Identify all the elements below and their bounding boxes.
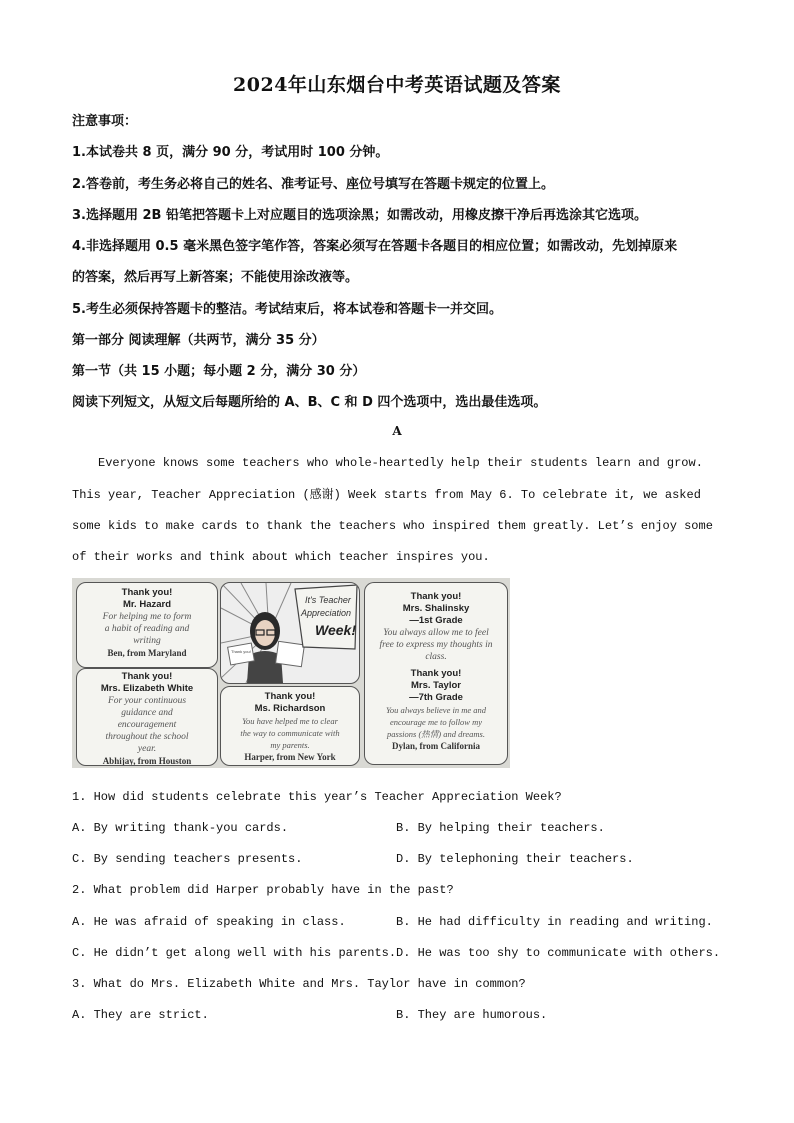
option-row xyxy=(72,946,721,960)
page-title: 2024年山东烟台中考英语试题及答案 xyxy=(233,74,561,96)
card-teacher-name: Ms. Richardson xyxy=(254,703,326,714)
sunburst-illustration xyxy=(221,583,359,683)
card-message: You always allow me to feel xyxy=(383,628,489,638)
card-message: encouragement xyxy=(117,720,177,730)
card-from: Harper, from New York xyxy=(244,752,336,762)
option-row xyxy=(72,1008,548,1022)
question-stem: 2. What problem did Harper probably have in the past? xyxy=(72,883,454,897)
card-teacher-name: Mrs. Shalinsky xyxy=(402,603,470,614)
card-thanks: Thank you! xyxy=(121,587,173,598)
option-row xyxy=(72,852,634,866)
card-thanks: Thank you! xyxy=(410,668,462,679)
card-message: writing xyxy=(133,636,161,646)
section-heading: 第一节（共 15 小题；每小题 2 分，满分 30 分） xyxy=(72,364,366,379)
banner-line: Week! xyxy=(315,622,356,638)
card-from: Abhijay, from Houston xyxy=(102,756,192,766)
option-a: A. He was afraid of speaking in class. xyxy=(72,915,346,929)
card-from: Dylan, from California xyxy=(391,741,481,751)
card-message: my parents. xyxy=(270,740,310,750)
option-d: D. He was too shy to communicate with others. xyxy=(396,946,721,960)
card-grade: —1st Grade xyxy=(409,615,463,626)
passage-line: Everyone knows some teachers who whole-heartedly help their students learn and grow. xyxy=(98,456,703,470)
held-card-left xyxy=(228,643,255,665)
thank-you-cards-image xyxy=(72,578,510,768)
notice-item: 5.考生必须保持答题卡的整洁。考试结束后，将本试卷和答题卡一并交回。 xyxy=(72,302,502,317)
part-heading: 第一部分 阅读理解（共两节，满分 35 分） xyxy=(72,333,325,348)
option-a: A. They are strict. xyxy=(72,1008,209,1022)
card-thanks: Thank you! xyxy=(410,591,462,602)
card-message: encourage me to follow my xyxy=(389,717,483,727)
card-message: guidance and xyxy=(121,708,173,718)
held-card-right xyxy=(276,641,305,666)
option-a: A. By writing thank-you cards. xyxy=(72,821,289,835)
passage-line: This year, Teacher Appreciation (感谢) Week starts from May 6. To celebrate it, we asked xyxy=(72,488,701,502)
banner-line: Appreciation xyxy=(301,608,352,618)
option-b: B. He had difficulty in reading and writing. xyxy=(396,915,713,929)
option-c: C. He didn’t get along well with his parents. xyxy=(72,946,397,960)
card-teacher-name: Mr. Hazard xyxy=(122,599,172,610)
notice-item: 4.非选择题用 0.5 毫米黑色签字笔作答，答案必须写在答题卡各题目的相应位置；如需改动，先划掉原来 xyxy=(72,239,678,254)
option-b: B. They are humorous. xyxy=(396,1008,548,1022)
card-message: free to express my thoughts in xyxy=(379,640,493,650)
notice-item: 2.答卷前，考生务必将自己的姓名、准考证号、座位号填写在答题卡规定的位置上。 xyxy=(72,177,554,192)
card-message: You always believe in me and xyxy=(385,705,487,715)
question-stem: 1. How did students celebrate this year’s Teacher Appreciation Week? xyxy=(72,790,562,804)
card-message: a habit of reading and xyxy=(104,624,190,634)
card-thanks: Thank you! xyxy=(264,691,316,702)
option-d: D. By telephoning their teachers. xyxy=(396,852,634,866)
question-stem: 3. What do Mrs. Elizabeth White and Mrs. Taylor have in common? xyxy=(72,977,526,991)
card-message: For your continuous xyxy=(107,696,187,706)
option-row xyxy=(72,915,713,929)
passage-label: A xyxy=(392,424,402,438)
card-message: You have helped me to clear xyxy=(242,716,338,726)
card-mr-hazard xyxy=(76,582,218,668)
option-row xyxy=(72,821,605,835)
card-message: throughout the school xyxy=(105,732,189,742)
card-thanks: Thank you! xyxy=(121,671,173,682)
option-b: B. By helping their teachers. xyxy=(396,821,605,835)
held-card-text: Thank you! xyxy=(231,649,251,654)
card-message: For helping me to form xyxy=(102,612,192,622)
card-from: Ben, from Maryland xyxy=(107,648,187,658)
passage-line: some kids to make cards to thank the teachers who inspired them greatly. Let’s enjoy some xyxy=(72,519,713,533)
banner-line: It's Teacher xyxy=(305,595,351,605)
card-appreciation-week xyxy=(220,582,360,684)
student-face xyxy=(255,620,275,646)
card-teacher-name: Mrs. Elizabeth White xyxy=(100,683,194,694)
notice-item: 3.选择题用 2B 铅笔把答题卡上对应题目的选项涂黑；如需改动，用橡皮擦干净后再选涂其它选项。 xyxy=(72,208,647,223)
card-message: class. xyxy=(425,652,447,662)
notice-item: 1.本试卷共 8 页，满分 90 分，考试用时 100 分钟。 xyxy=(72,145,389,160)
card-message: passions (热情) and dreams. xyxy=(387,729,485,739)
option-c: C. By sending teachers presents. xyxy=(72,852,303,866)
passage-line: of their works and think about which teacher inspires you. xyxy=(72,550,490,564)
card-ms-richardson xyxy=(220,686,360,766)
notice-heading: 注意事项： xyxy=(72,114,138,129)
card-grade: —7th Grade xyxy=(409,692,463,703)
instructions: 阅读下列短文，从短文后每题所给的 A、B、C 和 D 四个选项中，选出最佳选项。 xyxy=(72,395,547,410)
card-message: the way to communicate with xyxy=(240,728,340,738)
card-mrs-taylor xyxy=(364,666,508,765)
card-mrs-elizabeth-white xyxy=(76,668,218,766)
card-message: year. xyxy=(137,744,157,754)
card-mrs-shalinsky xyxy=(364,582,508,667)
notice-item: 的答案，然后再写上新答案；不能使用涂改液等。 xyxy=(72,270,359,285)
card-teacher-name: Mrs. Taylor xyxy=(411,680,461,691)
